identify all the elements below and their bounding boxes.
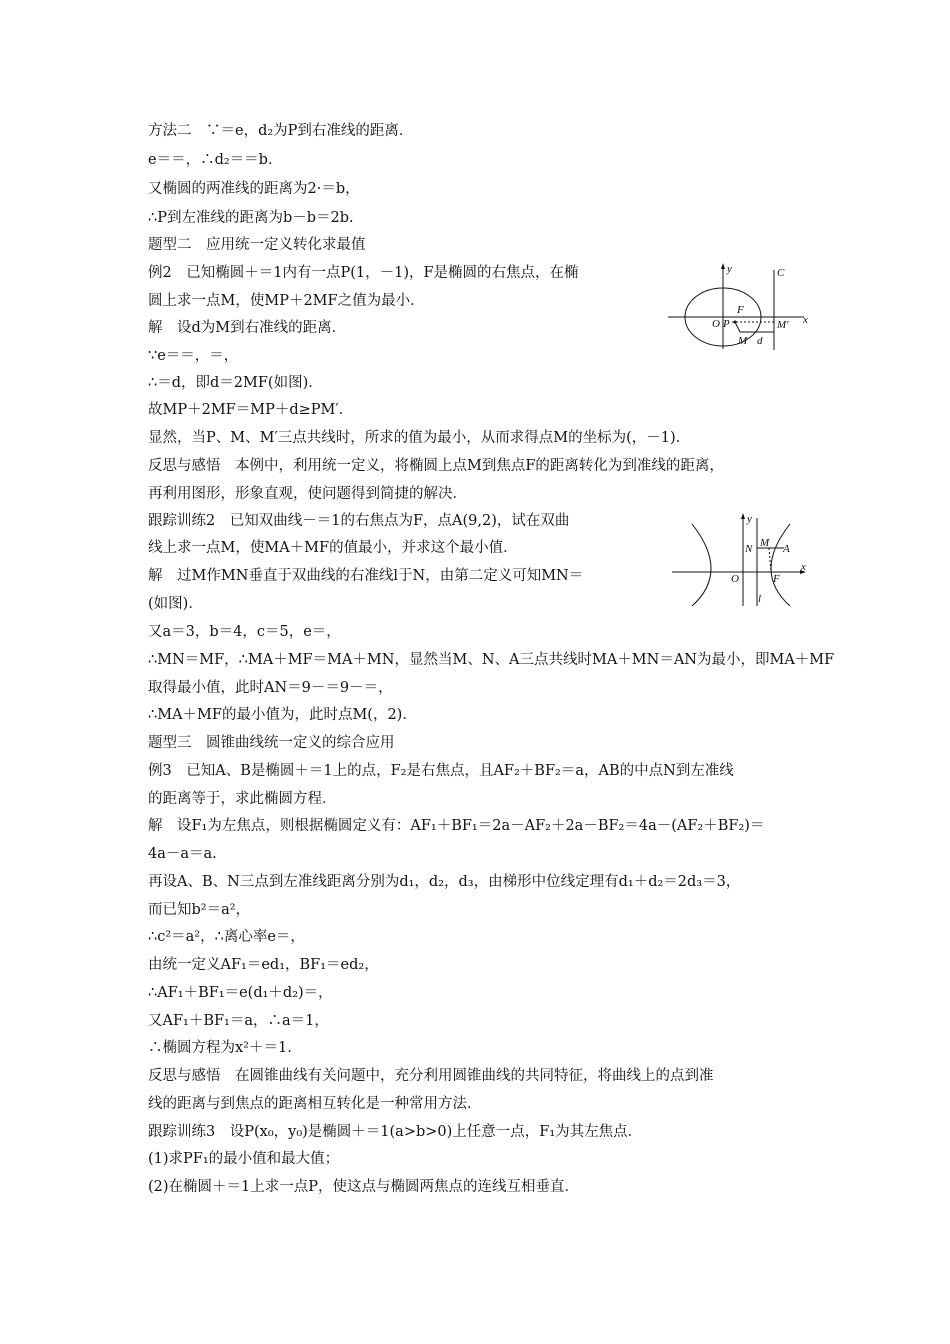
text-line: 例3 已知A、B是椭圆＋＝1上的点，F₂是右焦点，且AF₂＋BF₂＝a，AB的中点N到左准线 [148, 763, 734, 779]
label-f: F [773, 573, 780, 585]
text-line: 解 设d为M到右准线的距离． [148, 320, 347, 336]
text-line: 跟踪训练2 已知双曲线－＝1的右焦点为F，点A(9,2)，试在双曲 [148, 513, 570, 529]
point-p [734, 321, 737, 324]
hyperbola-left-branch [692, 524, 711, 606]
y-axis-arrow [721, 263, 725, 269]
text-line: 又椭圆的两准线的距离为2·＝b， [148, 181, 360, 197]
pm-segment [735, 322, 740, 332]
label-x: x [801, 561, 806, 573]
text-line: 再设A、B、N三点到左准线距离分别为d₁，d₂，d₃，由梯形中位线定理有d₁＋d₂＝2d₃＝3， [148, 874, 741, 890]
text-line: 反思与感悟 本例中，利用统一定义，将椭圆上点M到焦点F的距离转化为到准线的距离， [148, 458, 724, 474]
text-line: ∴c²＝a²，∴离心率e＝， [148, 929, 305, 945]
text-line: 线的距离与到焦点的距离相互转化是一种常用方法． [148, 1096, 482, 1112]
text-line: 的距离等于，求此椭圆方程． [148, 791, 337, 807]
text-line: ∴椭圆方程为x²＋＝1. [148, 1040, 292, 1056]
text-line: (2)在椭圆＋＝1上求一点P，使这点与椭圆两焦点的连线互相垂直． [148, 1179, 580, 1195]
text-line: 解 过M作MN垂直于双曲线的右准线l于N，由第二定义可知MN＝ [148, 568, 584, 584]
text-line: 跟踪训练3 设P(x₀，y₀)是椭圆＋＝1(a>b>0)上任意一点，F₁为其左焦点． [148, 1124, 643, 1140]
text-line: 又AF₁＋BF₁＝a，∴a＝1， [148, 1013, 329, 1029]
text-line: (1)求PF₁的最小值和最大值； [148, 1151, 340, 1167]
y-axis-arrow [741, 513, 745, 519]
label-l: l [758, 593, 762, 605]
hyperbola-figure [672, 510, 814, 608]
label-o: O [731, 573, 739, 585]
text-line: 再利用图形，形象直观，使问题得到简捷的解决． [148, 486, 467, 502]
text-line: 取得最小值，此时AN＝9－＝9－＝， [148, 680, 393, 696]
ellipse-figure [668, 260, 810, 352]
label-c: C [777, 267, 785, 279]
section-heading: 题型二 应用统一定义转化求最值 [148, 237, 366, 253]
label-y: y [747, 513, 752, 525]
label-d: d [757, 335, 763, 347]
text-line: 反思与感悟 在圆锥曲线有关问题中，充分利用圆锥曲线的共同特征，将曲线上的点到准 [148, 1068, 714, 1084]
text-line: 又a＝3，b＝4，c＝5，e＝， [148, 624, 341, 640]
text-line: ∴＝d，即d＝2MF(如图)． [148, 375, 323, 391]
label-m: M [738, 335, 748, 347]
text-line: 解 设F₁为左焦点，则根据椭圆定义有：AF₁＋BF₁＝2a－AF₂＋2a－BF₂＝4a－(AF₂＋BF₂)＝ [148, 818, 765, 834]
hyperbola-right-branch [771, 524, 790, 606]
text-line: e＝＝，∴d₂＝＝b. [148, 152, 273, 168]
text-line: ∴MA＋MF的最小值为，此时点M(，2)． [148, 707, 417, 723]
text-line: 圆上求一点M，使MP＋2MF之值为最小． [148, 293, 425, 309]
label-m: M [760, 537, 770, 549]
text-line: 显然，当P、M、M′三点共线时，所求的值为最小，从而求得点M的坐标为(，－1)． [148, 430, 691, 446]
label-y: y [727, 263, 732, 275]
mf-segment [769, 548, 771, 572]
text-line: ∴AF₁＋BF₁＝e(d₁＋d₂)＝， [148, 985, 333, 1001]
text-line: 4a－a＝a. [148, 846, 217, 862]
text-line: 由统一定义AF₁＝ed₁，BF₁＝ed₂， [148, 957, 379, 973]
label-p: P [723, 318, 730, 330]
text-line: ∵e＝＝，＝， [148, 348, 239, 364]
text-line: 而已知b²＝a²， [148, 902, 251, 918]
label-x: x [803, 314, 808, 326]
label-o: O [712, 318, 720, 330]
label-m-prime: M′ [777, 319, 789, 331]
label-a: A [783, 543, 790, 555]
section-heading: 题型三 圆锥曲线统一定义的综合应用 [148, 735, 395, 751]
label-f: F [737, 304, 744, 316]
label-n: N [745, 543, 753, 555]
text-line: 故MP＋2MF＝MP＋d≥PM′． [148, 402, 354, 418]
text-line: 方法二 ∵＝e，d₂为P到右准线的距离． [148, 123, 414, 139]
text-line: ∴P到左准线的距离为b－b＝2b. [148, 210, 354, 226]
text-line: ∴MN＝MF，∴MA＋MF＝MA＋MN，显然当M、N、A三点共线时MA＋MN＝AN为最小，即MA＋MF [148, 652, 835, 668]
text-line: 线上求一点M，使MA＋MF的值最小，并求这个最小值． [148, 540, 518, 556]
text-line: (如图)． [148, 596, 203, 612]
text-line: 例2 已知椭圆＋＝1内有一点P(1，－1)，F是椭圆的右焦点，在椭 [148, 265, 579, 281]
